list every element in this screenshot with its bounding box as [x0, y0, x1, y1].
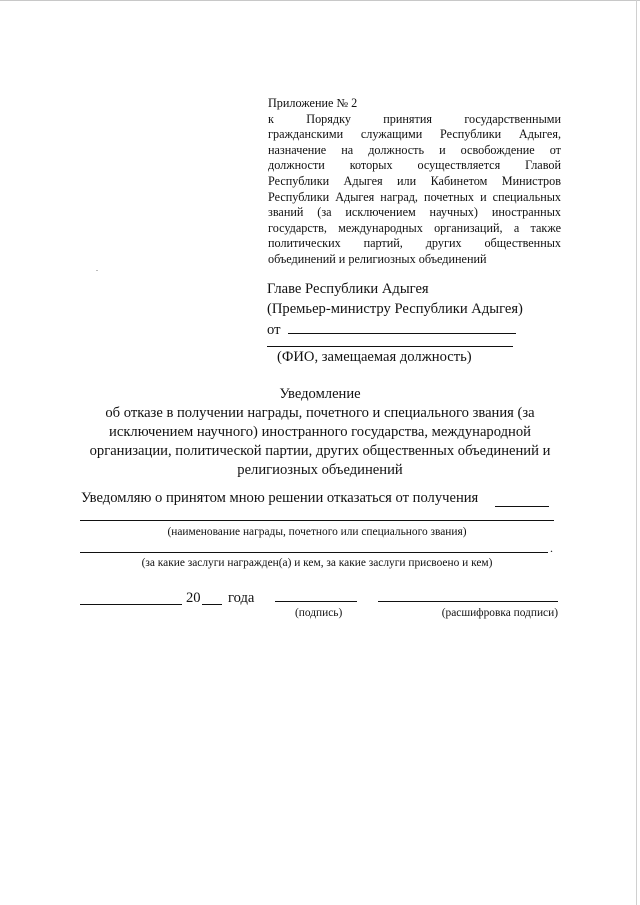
annex-line-7: званий (за исключением научных) иностранных — [268, 205, 561, 220]
notice-subtitle-2: исключением научного) иностранного государства, международной — [109, 424, 531, 440]
addressee-line-2: (Премьер-министру Республики Адыгея) — [267, 301, 523, 317]
year-field[interactable] — [202, 604, 222, 605]
annex-line-8: государств, международных организаций, а также — [268, 220, 561, 235]
annex-line-3: назначение на должность и освобождение от — [268, 142, 561, 157]
annex-line-9: политических партий, других общественных — [268, 236, 561, 251]
notice-title: Уведомление — [279, 386, 361, 402]
award-caption: (наименование награды, почетного или специального звания) — [167, 526, 467, 538]
award-field-start[interactable] — [495, 506, 549, 507]
page-top-edge — [0, 0, 640, 1]
page-right-edge — [636, 0, 637, 905]
annex-line-5: Республики Адыгея или Кабинетом Министров — [268, 173, 561, 188]
from-label: от — [267, 322, 281, 338]
annex-line-4: должности которых осуществляется Главой — [268, 158, 561, 173]
annex-line-1: к Порядку принятия государственными — [268, 111, 561, 126]
date-day-month-field[interactable] — [80, 604, 182, 605]
signature-decoding-field[interactable] — [378, 601, 558, 602]
from-name-field[interactable] — [288, 319, 516, 334]
annex-line-2: гражданскими служащими Республики Адыгея, — [268, 127, 561, 142]
notice-subtitle-4: религиозных объединений — [237, 462, 403, 478]
merit-field[interactable] — [80, 552, 548, 553]
year-prefix: 20 — [186, 590, 201, 606]
merit-period: . — [550, 541, 553, 555]
signature-field[interactable] — [275, 601, 357, 602]
scan-artifact — [96, 270, 98, 271]
merit-caption: (за какие заслуги награжден(а) и кем, за какие заслуги присвоено и кем) — [141, 557, 493, 569]
notice-subtitle-1: об отказе в получении награды, почетного и специального звания (за — [105, 405, 535, 421]
annex-line-6: Республики Адыгея наград, почетных и специальных — [268, 189, 561, 204]
year-suffix: года — [228, 590, 255, 606]
award-name-field[interactable] — [80, 520, 554, 521]
statement-text: Уведомляю о принятом мною решении отказаться от получения — [81, 490, 479, 506]
annex-title: Приложение № 2 — [268, 96, 358, 110]
addressee-caption: (ФИО, замещаемая должность) — [277, 349, 472, 365]
addressee-line-1: Главе Республики Адыгея — [267, 281, 429, 297]
annex-block — [268, 96, 561, 268]
notice-subtitle-3: организации, политической партии, других общественных объединений и — [89, 443, 551, 459]
signature-caption: (подпись) — [295, 607, 343, 619]
addressee-from-row — [267, 319, 567, 340]
decoding-caption: (расшифровка подписи) — [441, 607, 558, 619]
from-position-field[interactable] — [267, 346, 513, 347]
annex-line-10: объединений и религиозных объединений — [268, 251, 487, 266]
